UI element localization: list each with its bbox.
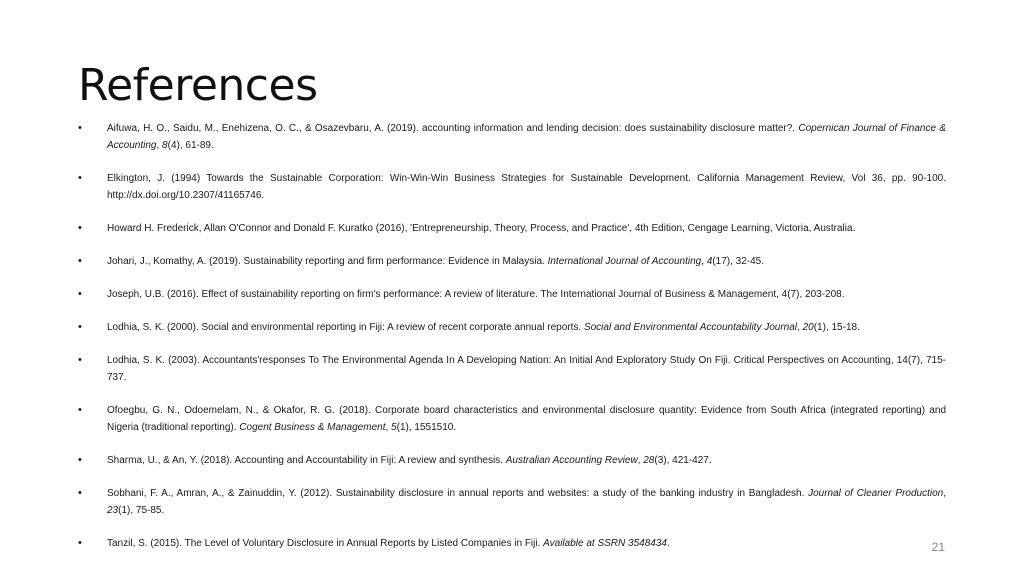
reference-text: Joseph, U.B. (2016). Effect of sustainability reporting on firm's performance: A review of literature. The International Journal of Business & Management, 4(7), 203-208. [107, 289, 845, 300]
reference-text: Elkington, J. (1994) Towards the Sustainable Corporation: Win-Win-Win Business Strategies for Sustainable Development. California Management Review, Vol 36, pp. 90-100. http://dx.doi.org/10.2307/41165746. [107, 173, 946, 201]
reference-text: (3), 421-427. [654, 455, 712, 466]
reference-italic-text: International Journal of Accounting [547, 256, 702, 267]
reference-item [78, 220, 946, 237]
reference-item [78, 319, 946, 336]
reference-italic-text: 23 [107, 505, 119, 516]
reference-text: , [156, 140, 163, 151]
reference-item [78, 352, 946, 386]
reference-italic-text: Available at SSRN 3548434 [543, 538, 667, 549]
reference-italic-text: Social and Environmental Accountability Journal [583, 322, 798, 333]
bullet-icon: • [78, 404, 82, 416]
reference-italic-text: 20 [802, 322, 814, 333]
bullet-icon: • [78, 222, 82, 234]
reference-text: Sobhani, F. A., Amran, A., & Zainuddin, Y. (2012). Sustainability disclosure in annual reports and websites: a study of the banking industry in Bangladesh. [107, 488, 809, 499]
reference-item [78, 120, 946, 154]
reference-text: (1), 1551510. [396, 422, 457, 433]
reference-text: Johari, J., Komathy, A. (2019). Sustainability reporting and firm performance: Evidence in Malaysia. [107, 256, 548, 267]
bullet-icon: • [78, 487, 82, 499]
slide-title: References [78, 60, 318, 111]
reference-italic-text: Journal of Cleaner Production [808, 488, 944, 499]
reference-text: . [666, 538, 670, 549]
reference-item [78, 535, 946, 552]
reference-text: , [943, 488, 946, 499]
reference-text: , [385, 422, 392, 433]
bullet-icon: • [78, 172, 82, 184]
bullet-icon: • [78, 454, 82, 466]
reference-text: , [637, 455, 644, 466]
reference-item [78, 286, 946, 303]
reference-text: Tanzil, S. (2015). The Level of Voluntary Disclosure in Annual Reports by Listed Companies in Fiji. [107, 538, 544, 549]
reference-text: Lodhia, S. K. (2003). Accountants'responses To The Environmental Agenda In A Developing Nation: An Initial And Exploratory Study On Fiji. Critical Perspectives on Accounting, 14(7), 715-737. [107, 355, 946, 383]
bullet-icon: • [78, 122, 82, 134]
reference-italic-text: Copernican Journal of Finance & Accounting [107, 123, 946, 151]
reference-italic-text: 4 [706, 256, 713, 267]
bullet-icon: • [78, 537, 82, 549]
reference-text: Sharma, U., & An, Y. (2018). Accounting and Accountability in Fiji: A review and synthesis. [107, 455, 506, 466]
reference-italic-text: Cogent Business & Management [239, 422, 386, 433]
reference-text: Aifuwa, H. O., Saidu, M., Enehizena, O. C., & Osazevbaru, A. (2019). accounting information and lending decision: does sustainability disclosure matter?. [107, 123, 799, 134]
reference-item [78, 485, 946, 519]
reference-text: (1), 15-18. [813, 322, 860, 333]
reference-italic-text: 28 [643, 455, 655, 466]
reference-item [78, 402, 946, 436]
reference-item [78, 452, 946, 469]
reference-italic-text: 5 [391, 422, 397, 433]
reference-item [78, 253, 946, 270]
reference-text: Lodhia, S. K. (2000). Social and environmental reporting in Fiji: A review of recent corporate annual reports. [107, 322, 584, 333]
reference-text: , [797, 322, 803, 333]
bullet-icon: • [78, 321, 82, 333]
reference-text: (4), 61-89. [167, 140, 214, 151]
reference-text: (17), 32-45. [712, 256, 765, 267]
bullet-icon: • [78, 255, 82, 267]
reference-list [78, 120, 946, 568]
reference-italic-text: 8 [162, 140, 168, 151]
page-number: 21 [931, 540, 945, 554]
reference-text: (1), 75-85. [118, 505, 165, 516]
reference-text: , [701, 256, 707, 267]
reference-italic-text: Australian Accounting Review [505, 455, 638, 466]
reference-item [78, 170, 946, 204]
reference-text: Ofoegbu, G. N., Odoemelam, N., & Okafor, R. G. (2018). Corporate board characteristics and environmental disclosure quantity: Evidence from South Africa (integrated reporting) and Nigeria (traditional reporting). [107, 405, 946, 433]
bullet-icon: • [78, 354, 82, 366]
bullet-icon: • [78, 288, 82, 300]
reference-text: Howard H. Frederick, Allan O'Connor and Donald F. Kuratko (2016), 'Entrepreneurship, Theory, Process, and Practice', 4th Edition, Cengage Learning, Victoria, Australia. [107, 223, 856, 234]
